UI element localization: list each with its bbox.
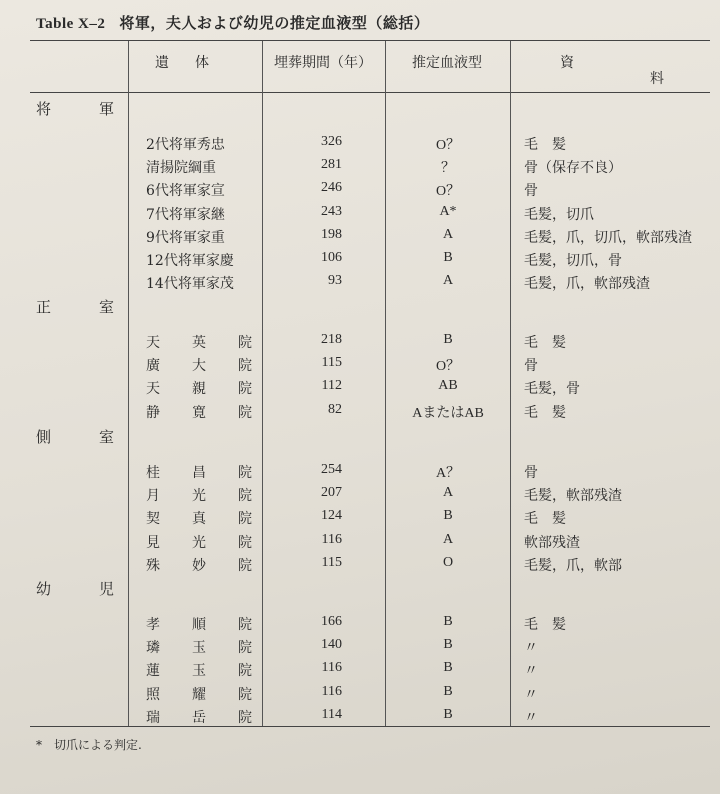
header-remains: 遺体 <box>155 55 235 71</box>
blood-type: B <box>443 614 453 629</box>
source-material: 骨（保存不良） <box>524 160 622 177</box>
blood-type: O？ <box>435 359 461 375</box>
blood-type: B <box>443 250 453 265</box>
source-material: 毛髪，軟部残渣 <box>524 488 622 505</box>
remains-name: 殊 妙 院 <box>146 557 252 574</box>
table-row <box>0 462 720 485</box>
source-material: 毛 髪 <box>524 137 566 153</box>
burial-years: 106 <box>321 250 342 265</box>
header-burial-years: 埋葬期間（年） <box>274 55 372 71</box>
blood-type: A <box>442 485 454 501</box>
blood-type: B <box>443 706 453 722</box>
burial-years: 115 <box>321 355 342 371</box>
source-material: 毛 髪 <box>524 511 566 528</box>
burial-years: 82 <box>328 401 342 417</box>
table-row <box>0 684 720 707</box>
remains-name: 7代将軍家継 <box>146 206 225 223</box>
burial-years: 116 <box>321 531 342 547</box>
blood-type: B <box>443 683 453 699</box>
group-label: 正 室 <box>36 298 114 316</box>
burial-years: 116 <box>321 683 342 699</box>
remains-name: 2代将軍秀忠 <box>146 137 225 153</box>
remains-name: 蓮 玉 院 <box>146 663 252 680</box>
remains-name: 桂 昌 院 <box>146 465 252 481</box>
table-row <box>0 660 720 683</box>
source-material: 〃 <box>524 640 538 657</box>
blood-type: A <box>442 273 454 289</box>
blood-type: A？ <box>435 466 461 481</box>
header-source-1: 資 <box>560 55 574 71</box>
burial-years: 243 <box>321 203 342 219</box>
table-row <box>0 227 720 250</box>
remains-name: 孝 順 院 <box>146 617 252 633</box>
table-row <box>0 180 720 203</box>
remains-name: 照 耀 院 <box>146 686 252 703</box>
remains-name: 14代将軍家茂 <box>146 276 234 293</box>
remains-name: 6代将軍家宣 <box>146 183 225 200</box>
source-material: 毛髪，骨 <box>524 381 580 398</box>
table-number: Table X–2 <box>36 16 106 32</box>
remains-name: 天 親 院 <box>146 381 252 398</box>
burial-years: 218 <box>321 332 342 347</box>
remains-name: 廣 大 院 <box>146 358 252 375</box>
table-row <box>0 204 720 227</box>
source-material: 毛 髪 <box>524 404 566 421</box>
blood-type: B <box>443 332 453 347</box>
source-material: 毛髪，爪，軟部残渣 <box>524 276 650 293</box>
source-material: 〃 <box>524 663 538 680</box>
top-rule <box>30 40 710 41</box>
source-material: 毛髪，爪，軟部 <box>524 557 622 574</box>
blood-type: A <box>442 531 454 547</box>
source-material: 毛髪，切爪，骨 <box>524 253 622 269</box>
header-blood-type: 推定血液型 <box>412 55 482 71</box>
header-source-2: 料 <box>650 71 664 87</box>
source-material: 毛髪，切爪 <box>524 206 594 223</box>
blood-type: A <box>442 226 454 242</box>
blood-type: AB <box>438 378 458 394</box>
blood-type: O <box>442 554 454 570</box>
burial-years: 115 <box>321 554 342 570</box>
source-material: 骨 <box>524 183 538 200</box>
table-row <box>0 707 720 730</box>
blood-type: O？ <box>435 184 461 200</box>
burial-years: 326 <box>321 134 342 149</box>
burial-years: 116 <box>321 660 342 676</box>
table-row <box>0 250 720 273</box>
table-row <box>0 355 720 378</box>
remains-name: 璘 玉 院 <box>146 640 252 657</box>
blood-type: ？ <box>441 161 455 177</box>
blood-type: AまたはAB <box>412 405 484 421</box>
table-title: 将軍，夫人および幼児の推定血液型（総括） <box>119 14 430 32</box>
table-row <box>0 637 720 660</box>
footnote: * 切爪による判定. <box>36 738 142 752</box>
source-material: 毛 髪 <box>524 617 566 633</box>
burial-years: 114 <box>321 706 342 722</box>
table-row <box>0 508 720 531</box>
source-material: 毛 髪 <box>524 335 566 351</box>
group-label: 幼 児 <box>36 580 114 598</box>
remains-name: 12代将軍家慶 <box>146 253 234 269</box>
table-row <box>0 134 720 157</box>
blood-type: B <box>443 660 453 676</box>
burial-years: 93 <box>328 273 342 289</box>
remains-name: 見 光 院 <box>146 534 252 551</box>
burial-years: 281 <box>321 157 342 173</box>
burial-years: 254 <box>321 462 342 477</box>
burial-years: 198 <box>321 226 342 242</box>
table-row <box>0 332 720 355</box>
table-row <box>0 555 720 578</box>
burial-years: 140 <box>321 637 342 653</box>
remains-name: 天 英 院 <box>146 335 252 351</box>
remains-name: 契 真 院 <box>146 511 252 528</box>
blood-type: A* <box>439 203 457 219</box>
burial-years: 124 <box>321 508 342 524</box>
burial-years: 246 <box>321 180 342 196</box>
remains-name: 9代将軍家重 <box>146 229 225 246</box>
table-caption <box>36 12 429 33</box>
burial-years: 112 <box>321 378 342 394</box>
source-material: 〃 <box>524 686 538 703</box>
blood-type: O？ <box>435 138 461 153</box>
group-label: 側 室 <box>36 428 114 446</box>
burial-years: 207 <box>321 485 342 501</box>
remains-name: 静 寛 院 <box>146 404 252 421</box>
remains-name: 清揚院綱重 <box>146 160 216 177</box>
source-material: 骨 <box>524 465 538 481</box>
group-label: 将 軍 <box>36 100 114 118</box>
blood-type: B <box>443 508 453 524</box>
table-row <box>0 485 720 508</box>
burial-years: 166 <box>321 614 342 629</box>
table-row <box>0 532 720 555</box>
table-row <box>0 157 720 180</box>
table-row <box>0 378 720 401</box>
remains-name: 瑞 岳 院 <box>146 709 252 726</box>
source-material: 〃 <box>524 709 538 726</box>
table-row <box>0 402 720 425</box>
source-material: 毛髪，爪，切爪，軟部残渣 <box>524 229 692 246</box>
blood-type: B <box>443 637 453 653</box>
header-rule <box>30 92 710 93</box>
table-row <box>0 614 720 637</box>
table-row <box>0 273 720 296</box>
remains-name: 月 光 院 <box>146 488 252 505</box>
source-material: 軟部残渣 <box>524 534 580 551</box>
source-material: 骨 <box>524 358 538 375</box>
